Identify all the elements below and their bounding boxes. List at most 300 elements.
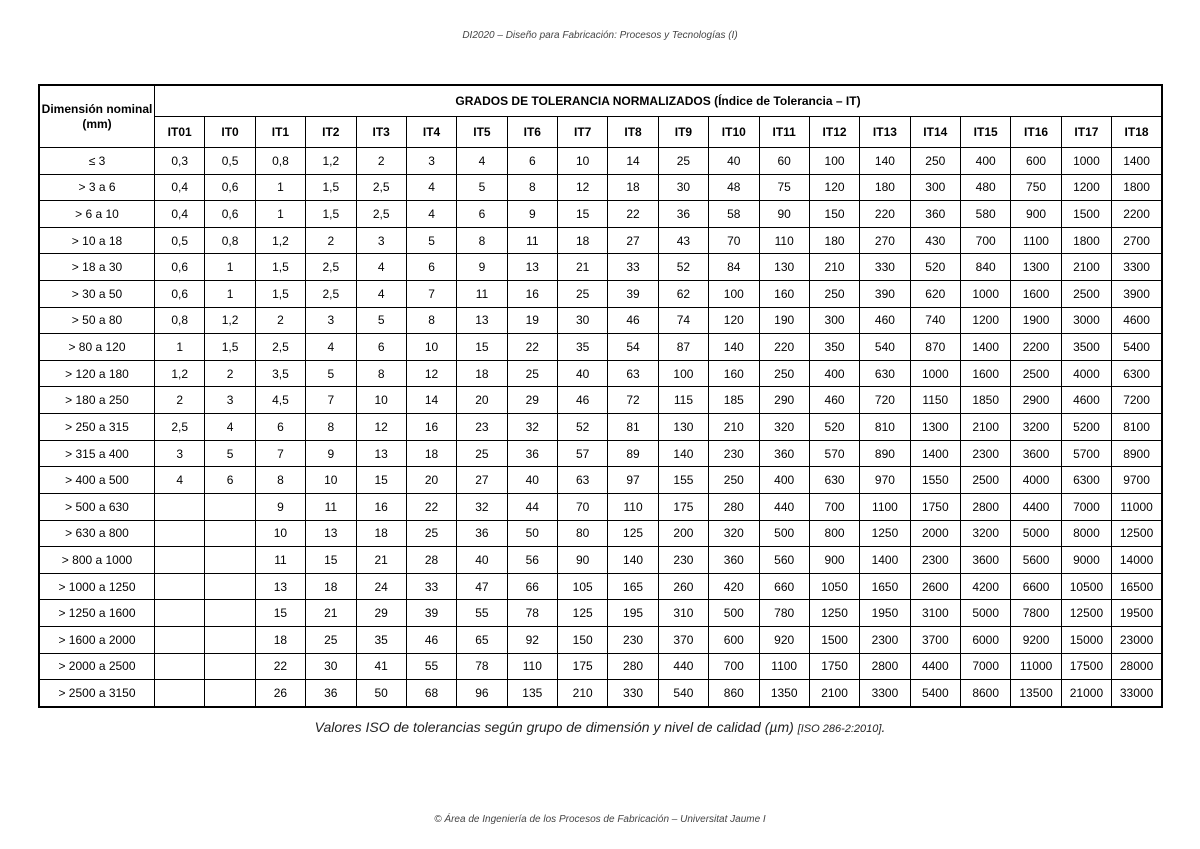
tolerance-cell: 9: [306, 440, 356, 467]
tolerance-cell: 4: [205, 414, 255, 441]
tolerance-cell: 4,5: [255, 387, 305, 414]
dimension-cell: > 1250 a 1600: [39, 600, 155, 627]
tolerance-cell: 870: [910, 334, 960, 361]
tolerance-cell: 210: [558, 680, 608, 707]
tolerance-cell: 1800: [1061, 227, 1111, 254]
tolerance-cell: 40: [507, 467, 557, 494]
grade-header-it17: IT17: [1061, 117, 1111, 148]
tolerance-cell: 7: [406, 281, 456, 308]
tolerance-cell: 440: [658, 653, 708, 680]
tolerance-cell: 84: [709, 254, 759, 281]
tolerance-cell: 21: [306, 600, 356, 627]
tolerance-cell: 110: [507, 653, 557, 680]
tolerance-cell: 6000: [961, 626, 1011, 653]
tolerance-cell: 8900: [1112, 440, 1162, 467]
tolerance-cell: 57: [558, 440, 608, 467]
tolerance-cell: 630: [809, 467, 859, 494]
tolerance-cell: 2,5: [155, 414, 205, 441]
tolerance-cell: 620: [910, 281, 960, 308]
tolerance-cell: 29: [356, 600, 406, 627]
tolerance-cell: 230: [608, 626, 658, 653]
tolerance-cell: 32: [507, 414, 557, 441]
tolerance-cell: 140: [860, 148, 910, 175]
tolerance-cell: 11: [457, 281, 507, 308]
tolerance-cell: 4400: [910, 653, 960, 680]
dimension-cell: > 180 a 250: [39, 387, 155, 414]
tolerance-cell: 1850: [961, 387, 1011, 414]
tolerance-cell: 100: [658, 360, 708, 387]
tolerance-cell: 24: [356, 573, 406, 600]
tolerance-cell: 4: [306, 334, 356, 361]
dimension-cell: > 500 a 630: [39, 493, 155, 520]
tolerance-cell: 70: [558, 493, 608, 520]
tolerance-cell: 97: [608, 467, 658, 494]
tolerance-cell: 480: [961, 174, 1011, 201]
tolerance-cell: 2200: [1112, 201, 1162, 228]
tolerance-cell: 9000: [1061, 547, 1111, 574]
tolerance-cell: 3500: [1061, 334, 1111, 361]
tolerance-cell: 47: [457, 573, 507, 600]
tolerance-cell: 330: [860, 254, 910, 281]
tolerance-cell: 25: [507, 360, 557, 387]
dimension-header: Dimensión nominal (mm): [39, 85, 155, 148]
tolerance-cell: 4: [155, 467, 205, 494]
tolerance-cell: 440: [759, 493, 809, 520]
tolerance-cell: 21000: [1061, 680, 1111, 707]
tolerance-cell: 19: [507, 307, 557, 334]
tolerance-cell: 1,2: [155, 360, 205, 387]
tolerance-cell: 900: [1011, 201, 1061, 228]
tolerance-cell: 6: [255, 414, 305, 441]
tolerance-cell: 7000: [961, 653, 1011, 680]
grade-header-it4: IT4: [406, 117, 456, 148]
grade-header-it12: IT12: [809, 117, 859, 148]
tolerance-cell: 900: [809, 547, 859, 574]
tolerance-cell: 80: [558, 520, 608, 547]
tolerance-cell: 740: [910, 307, 960, 334]
dimension-cell: > 30 a 50: [39, 281, 155, 308]
tolerance-cell: 13: [306, 520, 356, 547]
tolerance-cell: 920: [759, 626, 809, 653]
tolerance-cell: 2700: [1112, 227, 1162, 254]
tolerance-cell: 970: [860, 467, 910, 494]
tolerance-cell: [155, 547, 205, 574]
tolerance-cell: 7000: [1061, 493, 1111, 520]
tolerance-cell: 5: [306, 360, 356, 387]
tolerance-cell: 10500: [1061, 573, 1111, 600]
grade-header-it13: IT13: [860, 117, 910, 148]
tolerance-cell: 14: [608, 148, 658, 175]
caption-reference: [ISO 286-2:2010]: [797, 723, 882, 735]
table-row: [39, 600, 1162, 627]
tolerance-cell: 360: [910, 201, 960, 228]
tolerance-cell: 5: [356, 307, 406, 334]
tolerance-cell: 810: [860, 414, 910, 441]
tolerance-cell: 1: [255, 201, 305, 228]
grade-header-it01: IT01: [155, 117, 205, 148]
tolerance-cell: 0,5: [205, 148, 255, 175]
tolerance-cell: 2: [356, 148, 406, 175]
tolerance-cell: 195: [608, 600, 658, 627]
tolerance-cell: [155, 520, 205, 547]
tolerance-cell: 44: [507, 493, 557, 520]
tolerance-cell: 90: [759, 201, 809, 228]
tolerance-cell: 54: [608, 334, 658, 361]
tolerance-cell: 160: [759, 281, 809, 308]
tolerance-cell: 580: [961, 201, 1011, 228]
tolerance-cell: 16: [507, 281, 557, 308]
tolerance-cell: 8000: [1061, 520, 1111, 547]
tolerance-cell: 6600: [1011, 573, 1061, 600]
tolerance-cell: 1500: [809, 626, 859, 653]
tolerance-cell: 7800: [1011, 600, 1061, 627]
grade-header-it7: IT7: [558, 117, 608, 148]
tolerance-cell: 125: [558, 600, 608, 627]
tolerance-cell: 50: [507, 520, 557, 547]
tolerance-cell: 20: [406, 467, 456, 494]
tolerance-cell: 230: [709, 440, 759, 467]
tolerance-cell: 4200: [961, 573, 1011, 600]
tolerance-cell: 100: [809, 148, 859, 175]
tolerance-cell: 63: [608, 360, 658, 387]
tolerance-cell: 60: [759, 148, 809, 175]
tolerance-cell: 5: [406, 227, 456, 254]
tolerance-cell: 4000: [1061, 360, 1111, 387]
table-row: [39, 440, 1162, 467]
grade-header-it6: IT6: [507, 117, 557, 148]
tolerance-cell: 105: [558, 573, 608, 600]
tolerance-cell: 4600: [1112, 307, 1162, 334]
tolerance-cell: [155, 493, 205, 520]
tolerance-cell: 13: [255, 573, 305, 600]
tolerance-cell: 1,2: [205, 307, 255, 334]
table-row: [39, 653, 1162, 680]
tolerance-cell: 21: [356, 547, 406, 574]
tolerance-cell: 2500: [961, 467, 1011, 494]
tolerance-cell: 23: [457, 414, 507, 441]
tolerance-cell: 25: [558, 281, 608, 308]
tolerance-cell: 1,5: [255, 254, 305, 281]
tolerance-cell: 110: [608, 493, 658, 520]
tolerance-cell: 1100: [860, 493, 910, 520]
tolerance-cell: 19500: [1112, 600, 1162, 627]
tolerance-cell: 190: [759, 307, 809, 334]
tolerance-cell: 2800: [860, 653, 910, 680]
tolerance-cell: 25: [406, 520, 456, 547]
tolerance-cell: 14000: [1112, 547, 1162, 574]
tolerance-cell: 165: [608, 573, 658, 600]
tolerance-cell: 25: [457, 440, 507, 467]
tolerance-cell: 420: [709, 573, 759, 600]
tolerance-cell: 210: [809, 254, 859, 281]
tolerance-cell: 1300: [1011, 254, 1061, 281]
dimension-cell: > 1600 a 2000: [39, 626, 155, 653]
tolerance-cell: 7: [306, 387, 356, 414]
dimension-cell: > 2500 a 3150: [39, 680, 155, 707]
tolerance-cell: 2: [205, 360, 255, 387]
tolerance-cell: 12500: [1061, 600, 1111, 627]
table-row: [39, 493, 1162, 520]
tolerance-cell: 8: [255, 467, 305, 494]
tolerance-cell: 780: [759, 600, 809, 627]
tolerance-cell: 27: [608, 227, 658, 254]
tolerance-cell: 72: [608, 387, 658, 414]
tolerance-cell: 840: [961, 254, 1011, 281]
tolerance-cell: 185: [709, 387, 759, 414]
tolerance-cell: 50: [356, 680, 406, 707]
table-row: [39, 360, 1162, 387]
tolerance-cell: 33: [608, 254, 658, 281]
tolerance-cell: 630: [860, 360, 910, 387]
tolerance-cell: 9: [507, 201, 557, 228]
tolerance-cell: 2600: [910, 573, 960, 600]
tolerance-cell: 0,4: [155, 201, 205, 228]
tolerance-cell: 18: [356, 520, 406, 547]
grade-header-it8: IT8: [608, 117, 658, 148]
dimension-cell: > 315 a 400: [39, 440, 155, 467]
dimension-cell: > 250 a 315: [39, 414, 155, 441]
tolerance-cell: 15: [306, 547, 356, 574]
tolerance-cell: 26: [255, 680, 305, 707]
tolerance-cell: 3700: [910, 626, 960, 653]
caption-period: .: [881, 719, 886, 735]
tolerance-cell: 78: [507, 600, 557, 627]
tolerance-cell: 570: [809, 440, 859, 467]
tolerance-cell: 2: [255, 307, 305, 334]
tolerance-cell: 5200: [1061, 414, 1111, 441]
tolerance-cell: 2,5: [306, 281, 356, 308]
page-footer: © Área de Ingeniería de los Procesos de Fabricación – Universitat Jaume I: [434, 814, 766, 825]
tolerance-cell: 1,2: [306, 148, 356, 175]
tolerance-cell: 160: [709, 360, 759, 387]
tolerance-cell: 0,6: [155, 281, 205, 308]
tolerance-cell: 10: [558, 148, 608, 175]
tolerance-cell: 125: [608, 520, 658, 547]
tolerance-cell: 3: [356, 227, 406, 254]
tolerance-cell: 175: [558, 653, 608, 680]
tolerance-cell: 52: [558, 414, 608, 441]
tolerance-cell: 8: [306, 414, 356, 441]
tolerance-cell: 1150: [910, 387, 960, 414]
tolerance-cell: 46: [406, 626, 456, 653]
table-row: [39, 334, 1162, 361]
tolerance-cell: 5: [457, 174, 507, 201]
tolerance-cell: 29: [507, 387, 557, 414]
tolerance-cell: 250: [809, 281, 859, 308]
tolerance-cell: 130: [759, 254, 809, 281]
tolerance-cell: 4: [356, 254, 406, 281]
tolerance-cell: 6: [356, 334, 406, 361]
tolerance-cell: 18: [457, 360, 507, 387]
tolerance-cell: 400: [961, 148, 1011, 175]
tolerance-cell: 0,8: [155, 307, 205, 334]
tolerance-cell: 6: [457, 201, 507, 228]
page-header: DI2020 – Diseño para Fabricación: Procesos y Tecnologías (I): [462, 30, 738, 41]
tolerance-cell: 13: [457, 307, 507, 334]
tolerance-cell: 2: [155, 387, 205, 414]
tolerance-cell: 2800: [961, 493, 1011, 520]
tolerance-cell: [205, 573, 255, 600]
tolerance-cell: 78: [457, 653, 507, 680]
tolerance-cell: 520: [910, 254, 960, 281]
tolerance-cell: 400: [809, 360, 859, 387]
tolerance-cell: 30: [558, 307, 608, 334]
tolerance-cell: 700: [809, 493, 859, 520]
tolerance-cell: 0,3: [155, 148, 205, 175]
tolerance-cell: 18: [608, 174, 658, 201]
tolerance-cell: 2100: [961, 414, 1011, 441]
tolerance-cell: 1: [205, 281, 255, 308]
tolerance-cell: 280: [608, 653, 658, 680]
dimension-cell: > 120 a 180: [39, 360, 155, 387]
tolerance-cell: 46: [558, 387, 608, 414]
tolerance-cell: 140: [709, 334, 759, 361]
tolerance-cell: 700: [961, 227, 1011, 254]
tolerance-cell: 41: [356, 653, 406, 680]
tolerance-cell: 220: [860, 201, 910, 228]
tolerance-cell: 3200: [1011, 414, 1061, 441]
tolerance-cell: 155: [658, 467, 708, 494]
tolerance-cell: 0,6: [205, 201, 255, 228]
tolerance-cell: 10: [406, 334, 456, 361]
tolerance-cell: 540: [658, 680, 708, 707]
tolerance-cell: 4: [457, 148, 507, 175]
tolerance-cell: 860: [709, 680, 759, 707]
tolerance-cell: 1050: [809, 573, 859, 600]
dimension-cell: > 2000 a 2500: [39, 653, 155, 680]
tolerance-cell: 320: [759, 414, 809, 441]
tolerance-cell: 89: [608, 440, 658, 467]
tolerance-cell: 1750: [809, 653, 859, 680]
tolerance-cell: 12: [356, 414, 406, 441]
tolerance-cell: 63: [558, 467, 608, 494]
tolerance-cell: 15: [255, 600, 305, 627]
tolerance-cell: 2000: [910, 520, 960, 547]
table-row: [39, 148, 1162, 175]
tolerance-cell: 2,5: [306, 254, 356, 281]
tolerance-cell: 1000: [1061, 148, 1111, 175]
tolerance-cell: 3300: [1112, 254, 1162, 281]
tolerance-cell: 9700: [1112, 467, 1162, 494]
tolerance-cell: 8: [507, 174, 557, 201]
tolerance-cell: 8: [406, 307, 456, 334]
tolerance-cell: 10: [356, 387, 406, 414]
tolerance-cell: 39: [406, 600, 456, 627]
tolerance-cell: 3600: [1011, 440, 1061, 467]
tolerance-cell: 4000: [1011, 467, 1061, 494]
tolerance-cell: 96: [457, 680, 507, 707]
tolerance-cell: 350: [809, 334, 859, 361]
tolerance-cell: 5000: [1011, 520, 1061, 547]
tolerance-cell: 40: [457, 547, 507, 574]
tolerance-cell: 460: [860, 307, 910, 334]
tolerance-cell: 30: [658, 174, 708, 201]
tolerance-cell: 18: [306, 573, 356, 600]
tolerance-cell: 11000: [1112, 493, 1162, 520]
tolerance-cell: 600: [709, 626, 759, 653]
tolerance-cell: 1100: [759, 653, 809, 680]
tolerance-cell: 750: [1011, 174, 1061, 201]
tolerance-cell: 110: [759, 227, 809, 254]
tolerance-cell: 150: [809, 201, 859, 228]
tolerance-cell: 55: [406, 653, 456, 680]
tolerance-cell: 35: [558, 334, 608, 361]
grade-header-it0: IT0: [205, 117, 255, 148]
tolerance-cell: 11000: [1011, 653, 1061, 680]
grade-header-it2: IT2: [306, 117, 356, 148]
tolerance-cell: 300: [910, 174, 960, 201]
tolerance-cell: 36: [306, 680, 356, 707]
tolerance-cell: 3600: [961, 547, 1011, 574]
tolerance-cell: 2100: [809, 680, 859, 707]
tolerance-cell: 600: [1011, 148, 1061, 175]
tolerance-cell: 92: [507, 626, 557, 653]
tolerance-cell: 500: [759, 520, 809, 547]
tolerance-cell: 360: [759, 440, 809, 467]
tolerance-cell: [205, 653, 255, 680]
tolerance-cell: 8100: [1112, 414, 1162, 441]
tolerance-cell: 4: [406, 201, 456, 228]
tolerance-cell: 46: [608, 307, 658, 334]
tolerance-cell: 1: [155, 334, 205, 361]
tolerance-cell: 6: [406, 254, 456, 281]
dimension-cell: > 80 a 120: [39, 334, 155, 361]
tolerance-cell: 2500: [1061, 281, 1111, 308]
tolerance-cell: 9: [457, 254, 507, 281]
tolerance-cell: 22: [507, 334, 557, 361]
tolerance-cell: 1,5: [306, 201, 356, 228]
grade-header-it14: IT14: [910, 117, 960, 148]
tolerance-cell: 11: [507, 227, 557, 254]
table-row: [39, 626, 1162, 653]
tolerance-cell: 4: [406, 174, 456, 201]
tolerance-cell: 18: [406, 440, 456, 467]
tolerance-cell: 0,6: [155, 254, 205, 281]
table-head: [39, 85, 1162, 148]
tolerance-cell: 28000: [1112, 653, 1162, 680]
tolerance-cell: 1400: [860, 547, 910, 574]
tolerance-cell: 13500: [1011, 680, 1061, 707]
tolerance-cell: 180: [809, 227, 859, 254]
tolerance-cell: 1200: [1061, 174, 1111, 201]
tolerance-cell: 87: [658, 334, 708, 361]
tolerance-cell: 2300: [860, 626, 910, 653]
tolerance-cell: 1250: [809, 600, 859, 627]
tolerance-cell: 1250: [860, 520, 910, 547]
tolerance-cell: 250: [910, 148, 960, 175]
tolerance-cell: 5000: [961, 600, 1011, 627]
dimension-cell: > 10 a 18: [39, 227, 155, 254]
tolerance-cell: [205, 547, 255, 574]
tolerance-table: [38, 84, 1163, 708]
tolerance-cell: 10: [255, 520, 305, 547]
tolerance-cell: 0,5: [155, 227, 205, 254]
tolerance-cell: 1900: [1011, 307, 1061, 334]
table-row: [39, 467, 1162, 494]
tolerance-cell: 200: [658, 520, 708, 547]
tolerance-cell: [155, 573, 205, 600]
tolerance-cell: 210: [709, 414, 759, 441]
tolerance-cell: 3900: [1112, 281, 1162, 308]
dimension-cell: > 400 a 500: [39, 467, 155, 494]
grade-header-it16: IT16: [1011, 117, 1061, 148]
tolerance-cell: [205, 520, 255, 547]
tolerance-cell: 25: [658, 148, 708, 175]
tolerance-cell: 115: [658, 387, 708, 414]
tolerance-cell: 17500: [1061, 653, 1111, 680]
tolerance-cell: 1750: [910, 493, 960, 520]
tolerance-cell: 39: [608, 281, 658, 308]
